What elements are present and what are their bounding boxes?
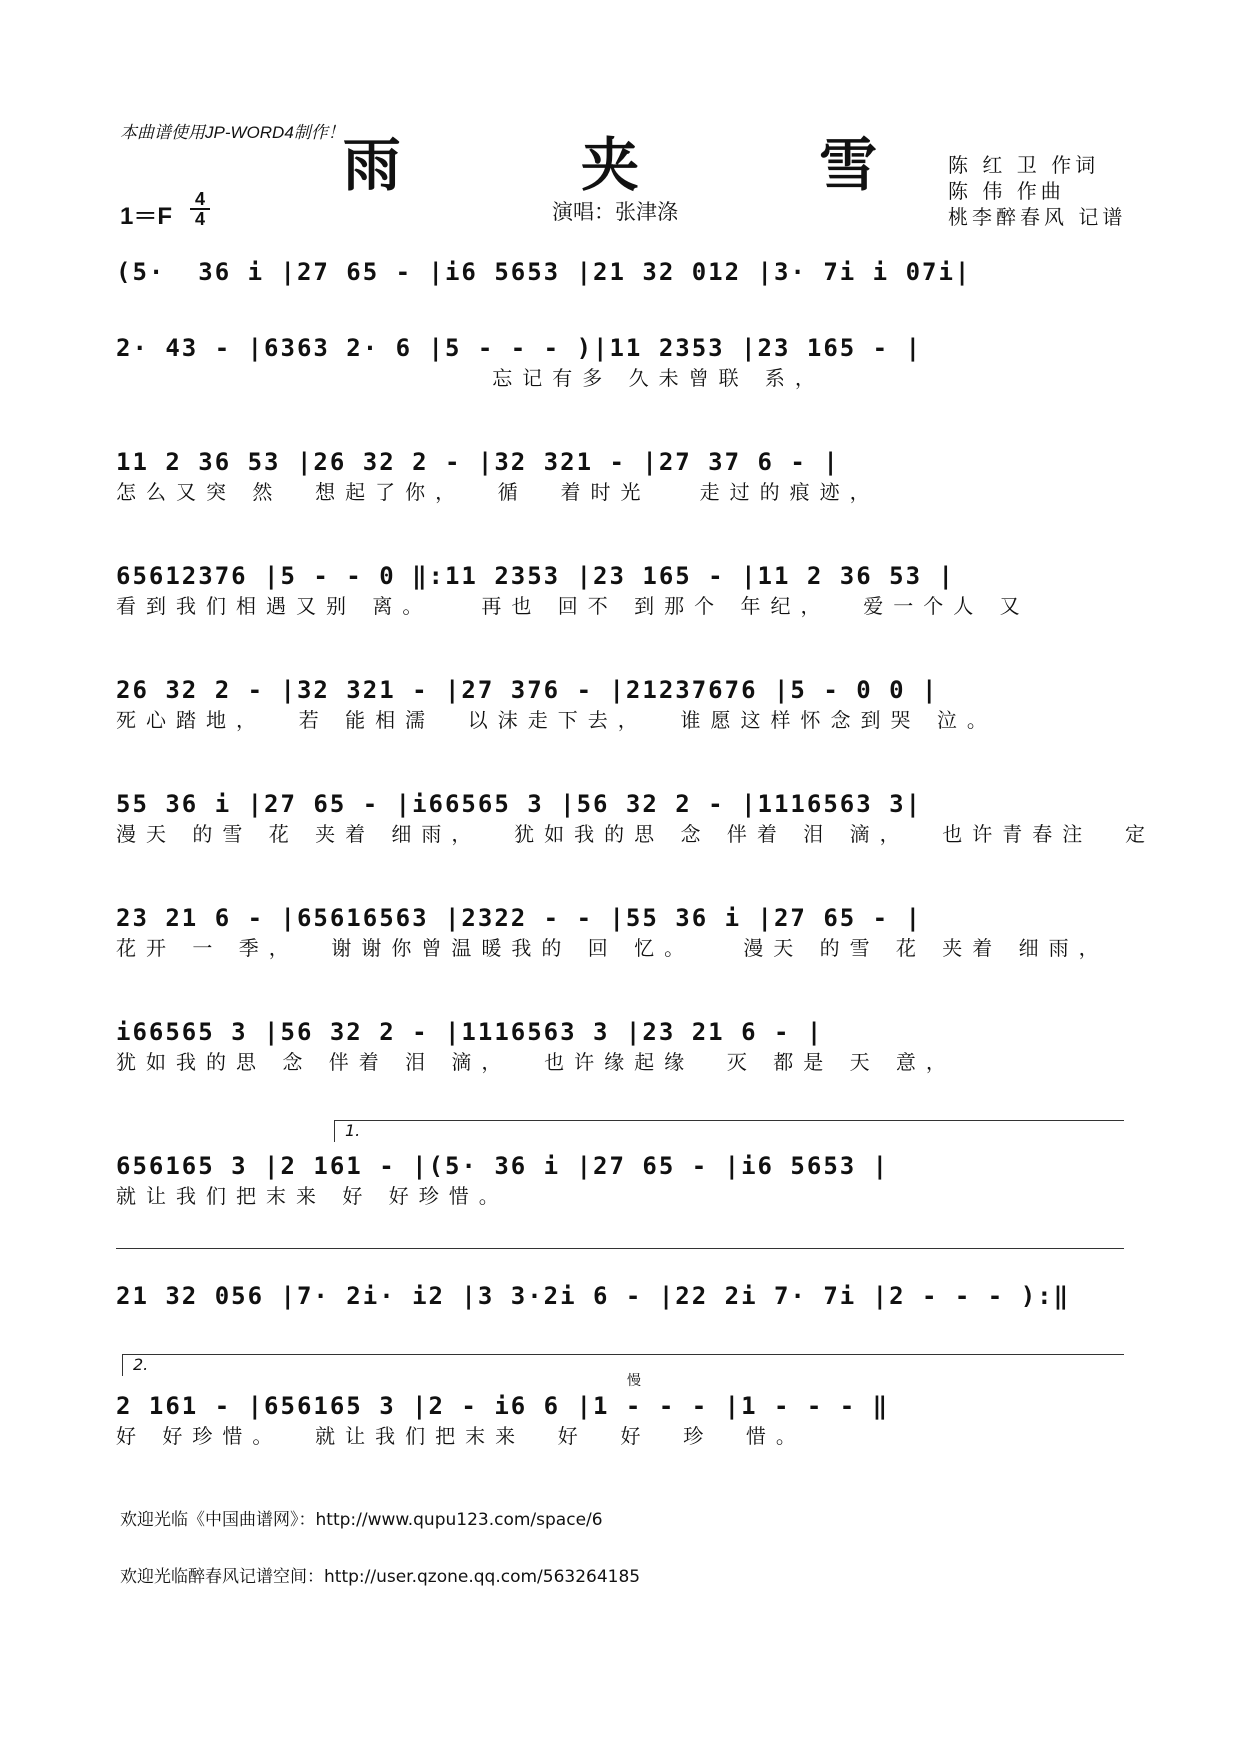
lyrics-line: 花开 一 季， 谢谢你曾温暖我的 回 忆。 漫天 的雪 花 夹着 细雨，	[116, 936, 1109, 960]
score-row-2	[116, 334, 1126, 391]
transcriber-credit: 桃李醉春风 记谱	[948, 205, 1127, 229]
key-signature: 1＝F	[120, 203, 173, 230]
time-signature	[190, 190, 210, 228]
volta-continuation-line	[116, 1248, 1124, 1259]
lyrics-line: 就让我们把末来 好 好珍惜。	[116, 1184, 509, 1208]
volta-1-bracket	[334, 1120, 1124, 1142]
lyrics-line: 死心踏地， 若 能相濡 以沫走下去， 谁愿这样怀念到哭 泣。	[116, 708, 997, 732]
composer-credit: 陈 伟 作曲	[948, 179, 1065, 203]
lyricist-credit: 陈 红 卫 作词	[948, 153, 1100, 177]
notation-line: 26 32 2 - |32 321 - |27 376 - |21237676 |5 - 0 0 |	[116, 676, 939, 704]
singer-credit: 演唱：张津涤	[552, 200, 678, 224]
score-row-3	[116, 448, 1126, 505]
volta-1-label: 1.	[345, 1121, 361, 1140]
notation-line: i66565 3 |56 32 2 - |1116563 3 |23 21 6 - |	[116, 1018, 824, 1046]
score-row-10	[116, 1282, 1126, 1310]
notation-line: 11 2 36 53 |26 32 2 - |32 321 - |27 37 6 - |	[116, 448, 840, 476]
lyrics-line: 好 好珍惜。 就让我们把末来 好 好 珍 惜。	[116, 1424, 806, 1448]
lyrics-line: 漫天 的雪 花 夹着 细雨， 犹如我的思 念 伴着 泪 滴， 也许青春注 定	[116, 822, 1156, 846]
tempo-mark: 慢	[627, 1373, 641, 1389]
notation-line: 21 32 056 |7· 2i· i2 |3 3·2i 6 - |22 2i 7· 7i |2 - - - ):‖	[116, 1282, 1071, 1310]
notation-line: 2· 43 - |6363 2· 6 |5 - - - )|11 2353 |23 165 - |	[116, 334, 923, 362]
score-row-7	[116, 904, 1126, 961]
notation-line: 2 161 - |656165 3 |2 - i6 6 |1 - - - |1 - - - ‖	[116, 1392, 890, 1420]
song-title: 雨 夹 雪	[342, 131, 958, 199]
meter-bottom: 4	[194, 209, 205, 229]
lyrics-line: 犹如我的思 念 伴着 泪 滴， 也许缘起缘 灭 都是 天 意，	[116, 1050, 956, 1074]
notation-line: 55 36 i |27 65 - |i66565 3 |56 32 2 - |1116563 3|	[116, 790, 923, 818]
footer-link-1: 欢迎光临《中国曲谱网》：http://www.qupu123.com/space/6	[120, 1510, 603, 1530]
tool-note: 本曲谱使用JP-WORD4制作！	[120, 123, 345, 142]
notation-line: 65612376 |5 - - 0 ‖:11 2353 |23 165 - |11 2 36 53 |	[116, 562, 955, 590]
score-row-8	[116, 1018, 1126, 1075]
volta-2-label: 2.	[133, 1355, 149, 1374]
notation-line: 656165 3 |2 161 - |(5· 36 i |27 65 - |i6 5653 |	[116, 1152, 890, 1180]
volta-2-bracket	[122, 1354, 1124, 1376]
footer-link-2: 欢迎光临醉春风记谱空间：http://user.qzone.qq.com/563264185	[120, 1567, 641, 1587]
score-row-5	[116, 676, 1126, 733]
score-row-11	[116, 1392, 1126, 1449]
notation-line: 23 21 6 - |65616563 |2322 - - |55 36 i |27 65 - |	[116, 904, 923, 932]
meter-top: 4	[194, 189, 205, 209]
lyrics-line: 忘记有多 久未曾联 系，	[116, 366, 825, 390]
notation-line: (5· 36 i |27 65 - |i6 5653 |21 32 012 |3· 7i i 07i|	[116, 258, 972, 286]
score-row-6	[116, 790, 1156, 847]
score-row-1	[116, 258, 1126, 286]
score-row-9	[116, 1152, 1126, 1209]
score-row-4	[116, 562, 1126, 619]
lyrics-line: 怎么又突 然 想起了你， 循 着时光 走过的痕迹，	[116, 480, 880, 504]
credits	[948, 152, 1126, 230]
lyrics-line: 看到我们相遇又别 离。 再也 回不 到那个 年纪， 爱一个人 又	[116, 594, 1030, 618]
